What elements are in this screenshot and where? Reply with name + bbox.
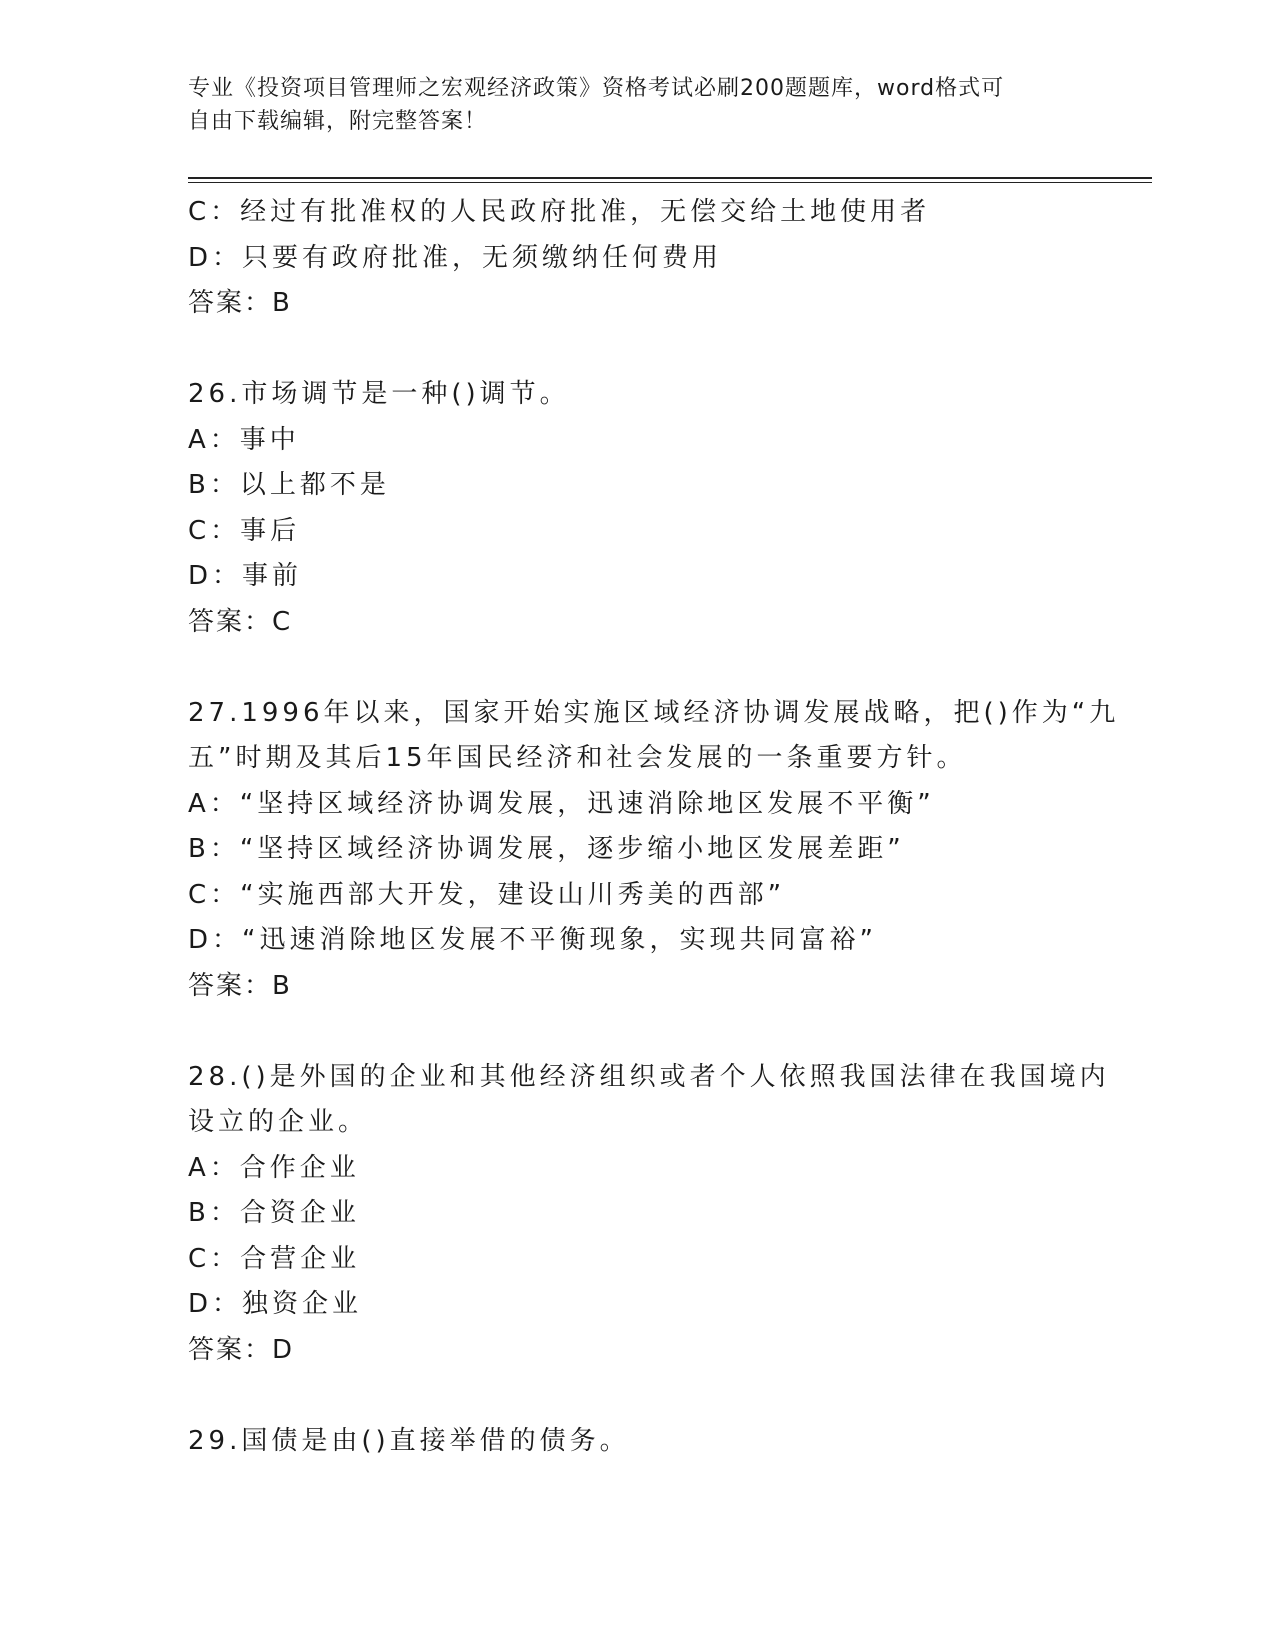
question-stem: 26.市场调节是一种()调节。	[188, 379, 570, 409]
spacer	[188, 1009, 1088, 1055]
option-d: D：“迅速消除地区发展不平衡现象，实现共同富裕”	[188, 925, 877, 955]
question-stem-line-2: 设立的企业。	[188, 1107, 369, 1137]
option-b: B：“坚持区域经济协调发展，逐步缩小地区发展差距”	[188, 834, 905, 864]
option-c: C：“实施西部大开发，建设山川秀美的西部”	[188, 879, 786, 910]
header-line-2: 自由下载编辑，附完整答案！	[188, 109, 488, 134]
question-stem-line-2: 五”时期及其后15年国民经济和社会发展的一条重要方针。	[188, 743, 967, 773]
option-b: B：以上都不是	[188, 470, 390, 500]
question-29	[188, 1419, 1088, 1465]
question-stem-line-1: 28.()是外国的企业和其他经济组织或者个人依照我国法律在我国境内	[188, 1061, 1110, 1092]
spacer	[188, 1373, 1088, 1419]
spacer	[188, 645, 1088, 691]
question-stem-line-1: 27.1996年以来，国家开始实施区域经济协调发展战略，把()作为“九	[188, 697, 1120, 728]
page-header	[188, 72, 1088, 138]
option-a: A：“坚持区域经济协调发展，迅速消除地区发展不平衡”	[188, 788, 935, 819]
option-b: B：合资企业	[188, 1198, 360, 1228]
header-divider	[188, 177, 1152, 183]
answer: 答案：C	[188, 606, 293, 637]
answer: 答案：D	[188, 1334, 295, 1365]
question-26	[188, 372, 1088, 645]
option-d: D：事前	[188, 561, 303, 591]
option-c: C：事后	[188, 515, 301, 546]
question-27	[188, 691, 1120, 1010]
spacer	[188, 327, 1088, 373]
option-a: A：事中	[188, 424, 300, 455]
option-c: C：经过有批准权的人民政府批准，无偿交给土地使用者	[188, 197, 931, 227]
question-list	[188, 190, 1120, 1464]
option-d: D：独资企业	[188, 1289, 363, 1319]
option-c: C：合营企业	[188, 1243, 361, 1274]
option-d: D：只要有政府批准，无须缴纳任何费用	[188, 242, 723, 273]
answer: 答案：B	[188, 970, 292, 1001]
question-28	[188, 1055, 1110, 1374]
question-25-tail	[188, 190, 1088, 327]
header-line-1: 专业《投资项目管理师之宏观经济政策》资格考试必刷200题题库，word格式可	[188, 76, 1005, 101]
option-a: A：合作企业	[188, 1152, 360, 1183]
question-stem: 29.国债是由()直接举借的债务。	[188, 1425, 630, 1456]
answer: 答案：B	[188, 288, 292, 318]
